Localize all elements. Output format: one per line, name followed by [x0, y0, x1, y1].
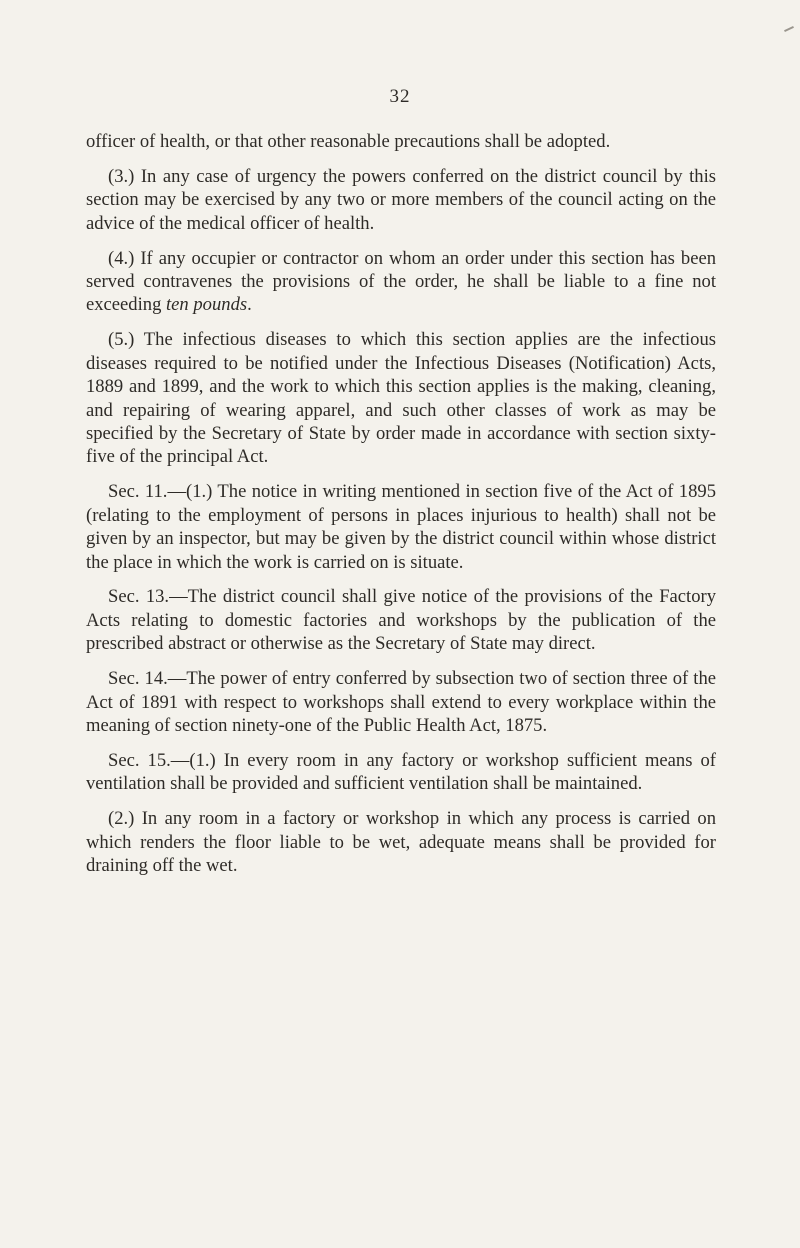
paragraph-subsection-4: [86, 247, 716, 317]
paragraph-section-15-subsection-2: (2.) In any room in a factory or workshop in which any process is carried on which renders the floor liable to be wet, adequate means shall be provided for draining off the wet.: [86, 808, 716, 876]
paragraph-section-15: Sec. 15.—(1.) In every room in any factory or workshop sufficient means of ventilation shall be provided and sufficient ventilation shall be maintained.: [86, 749, 716, 795]
paragraph-subsection-5: (5.) The infectious diseases to which this section applies are the infectious diseases required to be notified under the Infectious Diseases (Notification) Acts, 1889 and 1899, and the work to which this section applies is the making, cleaning, and repairing of wearing apparel, and such other classes of work as may be specified by the Secretary of State by order made in accordance with section sixty-five of the principal Act.: [86, 329, 716, 468]
page-number: 32: [389, 86, 411, 107]
paragraph-section-11: Sec. 11.—(1.) The notice in writing mentioned in section five of the Act of 1895 (relating to the employment of persons in places injurious to health) shall not be given by an inspector, but may be given by the district council within whose district the place in which the work is carried on is situate.: [86, 481, 716, 573]
paragraph-section-14: Sec. 14.—The power of entry conferred by subsection two of section three of the Act of 1891 with respect to workshops shall extend to every workplace within the meaning of section ninety-one of the Public Health Act, 1875.: [86, 668, 716, 736]
paragraph-subsection-4-end: .: [247, 294, 252, 316]
fine-amount: ten pounds: [166, 294, 248, 316]
paragraph-subsection-3: (3.) In any case of urgency the powers conferred on the district council by this section may be exercised by any two or more members of the council acting on the advice of the medical officer of health.: [86, 165, 716, 234]
body-text: [86, 130, 716, 889]
corner-mark: [784, 26, 794, 32]
paragraph-subsection-4-text: (4.) If any occupier or contractor on whom an order under this section has been served contravenes the provisions of the order, he shall be liable to a fine not exceeding: [86, 247, 716, 316]
paragraph-section-13: Sec. 13.—The district council shall give notice of the provisions of the Factory Acts relating to domestic factories and workshops by the publication of the prescribed abstract or otherwise as the Secretary of State may direct.: [86, 586, 716, 655]
paragraph-continuation: officer of health, or that other reasonable precautions shall be adopted.: [86, 131, 611, 152]
